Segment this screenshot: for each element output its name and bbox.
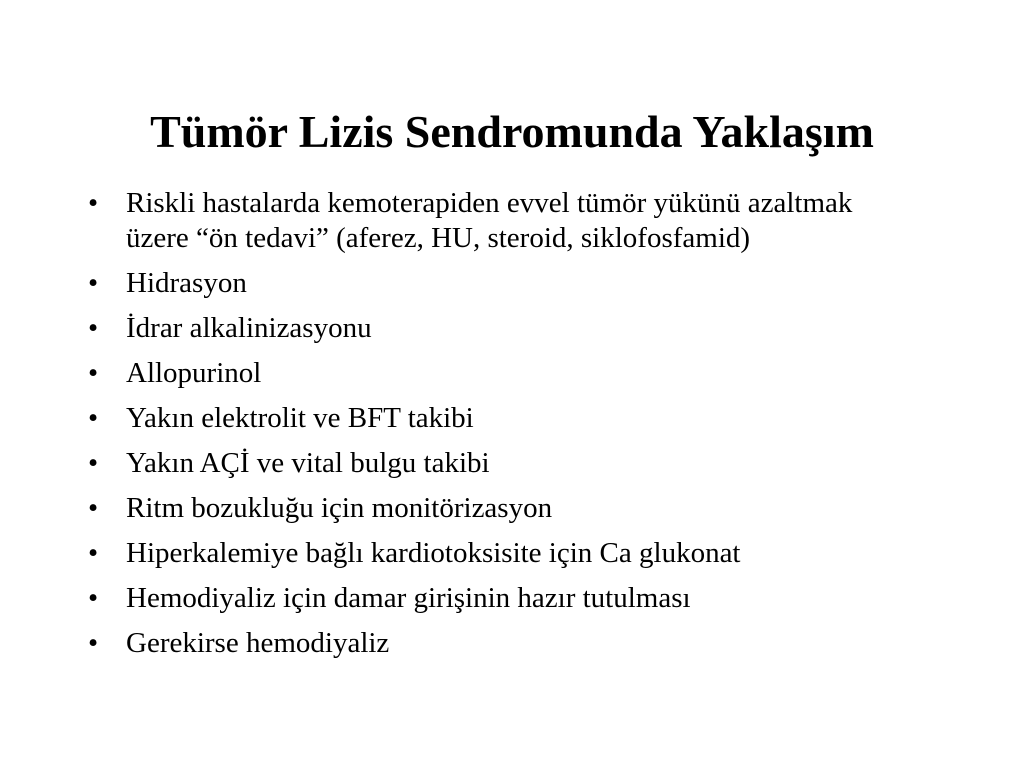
bullet-icon: •	[88, 267, 99, 299]
bullet-icon: •	[88, 627, 99, 659]
list-item	[86, 186, 886, 256]
list-item-text: Hidrasyon	[126, 267, 247, 299]
bullet-icon: •	[88, 402, 99, 434]
list-item-text: Ritm bozukluğu için monitörizasyon	[126, 492, 553, 524]
bullet-icon: •	[88, 312, 99, 344]
list-item	[86, 581, 886, 616]
bullet-icon: •	[88, 537, 99, 569]
bullet-icon: •	[88, 357, 99, 389]
list-item-text: Riskli hastalarda kemoterapiden evvel tümör yükünü azaltmak üzere “ön tedavi” (aferez, HU, steroid, siklofosfamid)	[126, 187, 853, 254]
list-item	[86, 266, 886, 301]
list-item-text: Hemodiyaliz için damar girişinin hazır tutulması	[126, 582, 691, 614]
list-item-text: Hiperkalemiye bağlı kardiotoksisite için Ca glukonat	[126, 537, 741, 569]
list-item-text: Allopurinol	[126, 357, 262, 389]
bullet-list	[86, 186, 886, 671]
list-item-text: Yakın elektrolit ve BFT takibi	[126, 402, 474, 434]
bullet-icon: •	[88, 582, 99, 614]
list-item	[86, 311, 886, 346]
list-item-text: Gerekirse hemodiyaliz	[126, 627, 390, 659]
list-item	[86, 356, 886, 391]
list-item	[86, 446, 886, 481]
bullet-icon: •	[88, 447, 99, 479]
bullet-icon: •	[88, 492, 99, 524]
list-item	[86, 401, 886, 436]
list-item-text: Yakın AÇİ ve vital bulgu takibi	[126, 447, 490, 479]
slide-title: Tümör Lizis Sendromunda Yaklaşım	[150, 106, 874, 157]
list-item-text: İdrar alkalinizasyonu	[126, 312, 372, 344]
list-item	[86, 536, 886, 571]
list-item	[86, 626, 886, 661]
bullet-icon: •	[88, 187, 99, 219]
list-item	[86, 491, 886, 526]
